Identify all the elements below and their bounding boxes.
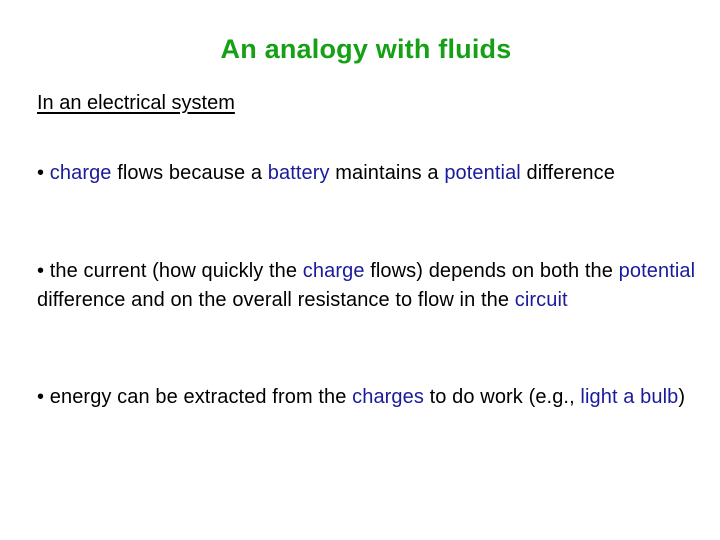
highlighted-term: charges — [352, 386, 424, 408]
bullet-text: difference and on the overall resistance to flow in the — [37, 289, 515, 311]
highlighted-term: potential — [618, 260, 696, 282]
bullet-paragraph — [37, 159, 707, 188]
bullet-text: difference — [520, 162, 615, 184]
bullet-text: energy can be extracted from the — [44, 386, 353, 408]
highlighted-term: battery — [267, 162, 330, 184]
bullet-text: to do work (e.g., — [423, 386, 581, 408]
slide-title: An analogy with fluids — [220, 34, 512, 64]
highlighted-term: potential — [444, 162, 521, 184]
highlighted-term: charge — [49, 162, 112, 184]
bullet-marker: • — [37, 260, 45, 282]
bullet-text: flows) depends on both the — [364, 260, 619, 282]
highlighted-term: light a bulb — [580, 386, 679, 408]
bullet-marker: • — [37, 386, 45, 408]
slide-subtitle: In an electrical system — [37, 92, 235, 114]
bullet-text: flows because a — [111, 162, 268, 184]
bullet-marker: • — [37, 162, 45, 184]
bullet-paragraph — [37, 257, 707, 315]
bullet-text: the current (how quickly the — [44, 260, 303, 282]
bullet-paragraph — [37, 383, 707, 412]
highlighted-term: charge — [302, 260, 365, 282]
bullet-text: ) — [678, 386, 686, 408]
bullet-text: maintains a — [329, 162, 445, 184]
highlighted-term: circuit — [514, 289, 568, 311]
